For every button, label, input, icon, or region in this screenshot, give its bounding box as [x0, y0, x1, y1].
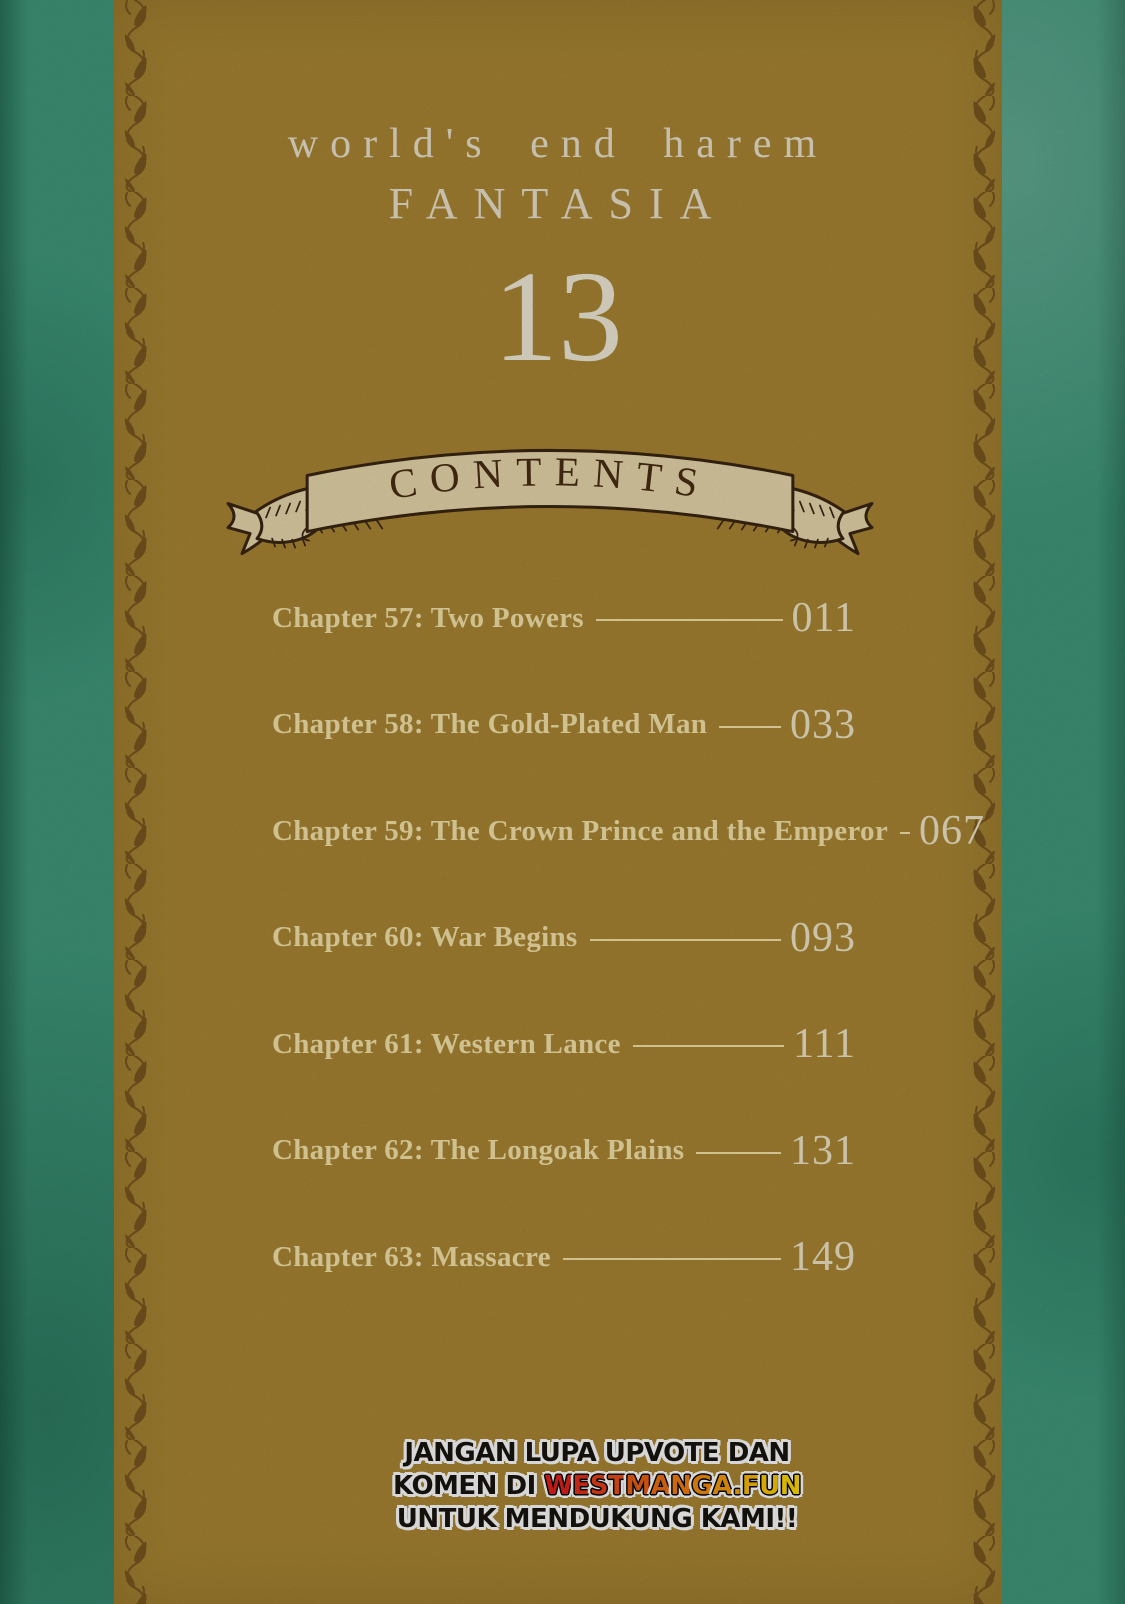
credit-line-1: JANGAN LUPA UPVOTE DAN — [404, 1438, 790, 1468]
toc-entry — [272, 778, 986, 885]
leader-line — [590, 939, 782, 941]
chapter-label: Chapter 62: The Longoak Plains — [272, 1134, 685, 1167]
chapter-label: Chapter 59: The Crown Prince and the Emperor — [272, 814, 889, 847]
page-number: 011 — [791, 595, 856, 642]
ribbon-banner-graphic — [212, 419, 888, 565]
leader-line — [633, 1045, 784, 1047]
ornamental-vine-border-right — [970, 0, 1000, 1604]
chapter-label: Chapter 60: War Begins — [272, 921, 578, 954]
credit-footer — [114, 1437, 1002, 1536]
page-number: 149 — [790, 1234, 856, 1281]
page-number: 093 — [790, 914, 856, 961]
chapter-label: Chapter 61: Western Lance — [272, 1027, 621, 1060]
volume-number: 13 — [493, 245, 623, 389]
page-number: 033 — [790, 701, 856, 748]
contents-banner — [212, 419, 888, 565]
chapter-label: Chapter 58: The Gold-Plated Man — [272, 708, 708, 741]
series-subtitle: FANTASIA — [388, 179, 728, 228]
page-number: 131 — [790, 1127, 856, 1174]
contents-banner-label: CONTENTS — [386, 448, 715, 508]
chapter-label: Chapter 63: Massacre — [272, 1240, 551, 1273]
ornamental-vine-border-left — [120, 0, 150, 1604]
toc-entry — [272, 565, 856, 672]
toc-list — [272, 565, 986, 1311]
credit-line-2-prefix: KOMEN DI — [392, 1471, 536, 1501]
leader-line — [563, 1258, 781, 1260]
chapter-label: Chapter 57: Two Powers — [272, 601, 584, 634]
toc-entry — [272, 1098, 856, 1205]
page-number: 067 — [919, 808, 986, 855]
series-title: world's end harem — [287, 121, 829, 167]
toc-entry — [272, 672, 856, 779]
toc-entry — [272, 991, 856, 1098]
leader-line — [719, 726, 781, 728]
leader-line — [696, 1152, 781, 1154]
title-block — [114, 120, 1002, 230]
toc-entry — [272, 885, 856, 992]
leader-line — [596, 619, 783, 621]
page-number: 111 — [793, 1021, 856, 1068]
credit-line-3: UNTUK MENDUKUNG KAMI!! — [396, 1504, 798, 1534]
leader-line — [900, 832, 910, 834]
credit-site-name: WESTMANGA.FUN — [544, 1471, 802, 1501]
toc-entry — [272, 1204, 856, 1311]
credit-line-2 — [393, 1470, 801, 1503]
